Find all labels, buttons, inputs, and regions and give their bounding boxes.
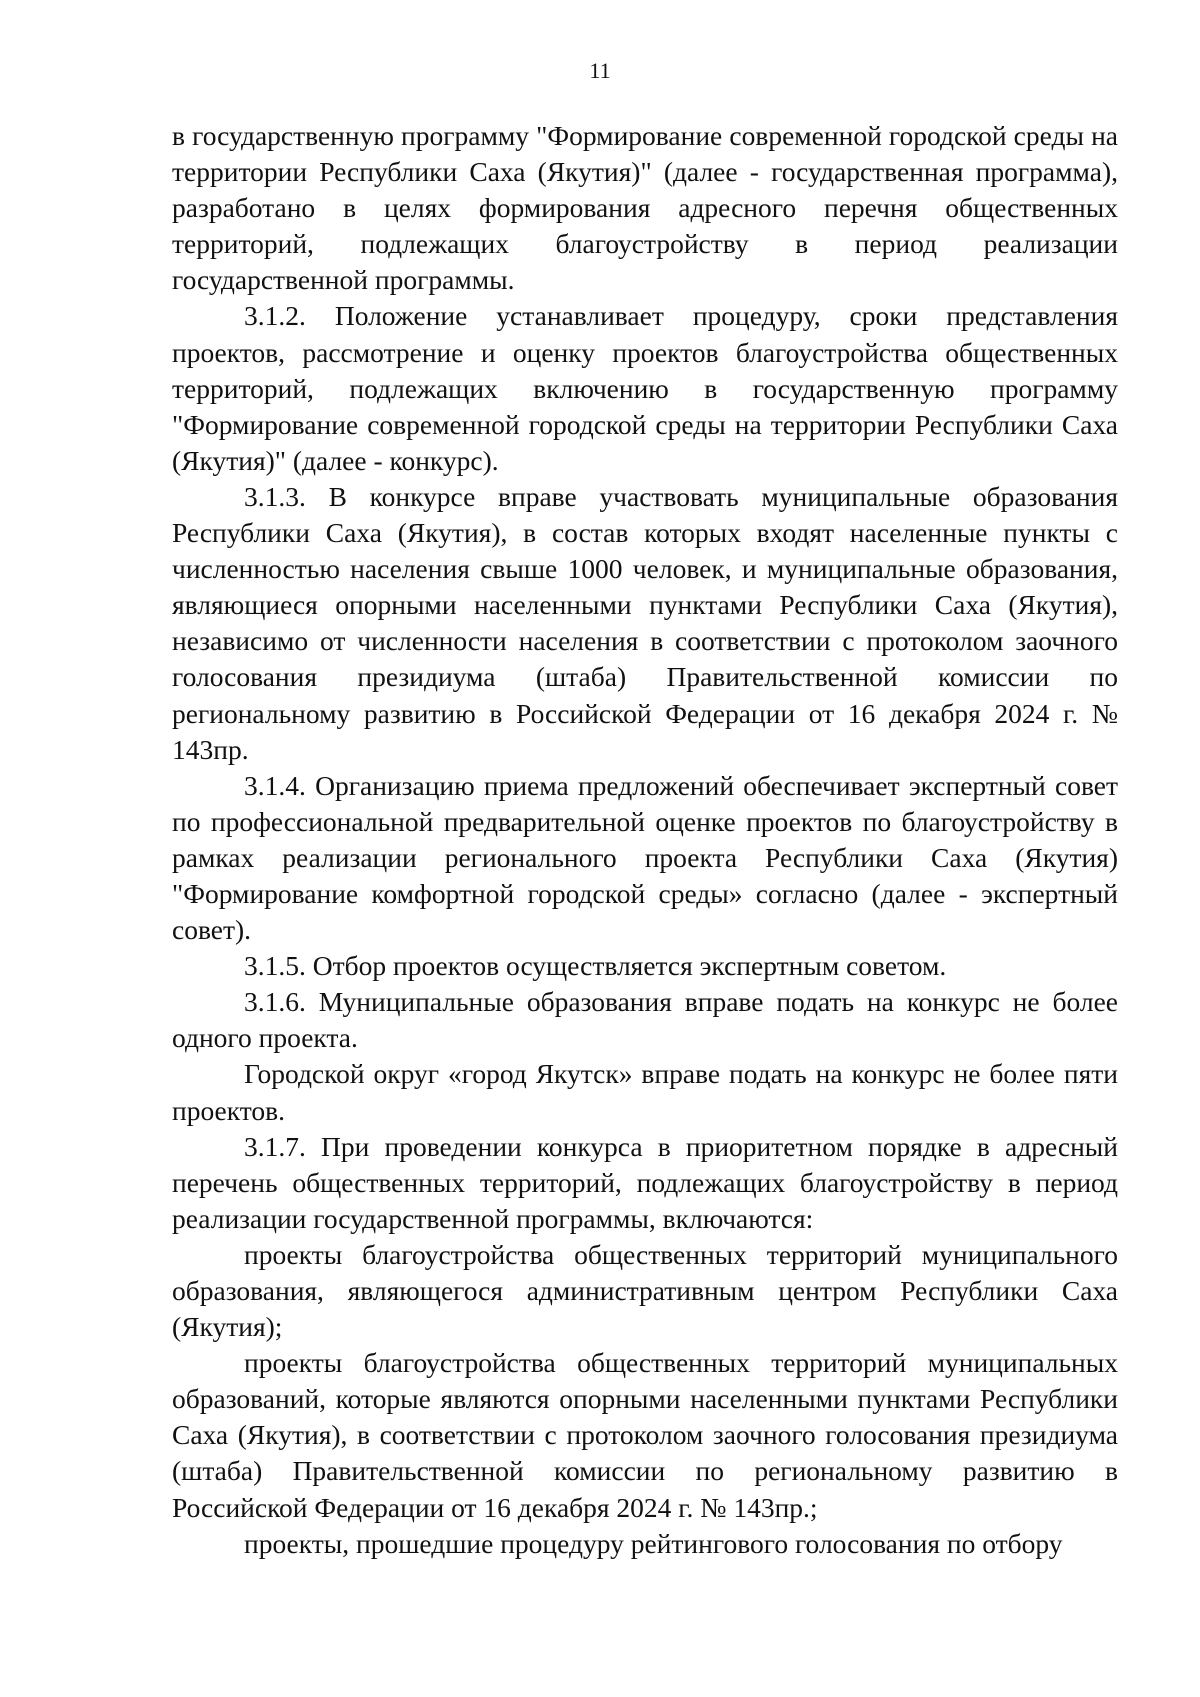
paragraph-yakutsk-limit: Городской округ «город Якутск» вправе подать на конкурс не более пяти проектов. xyxy=(172,1058,1118,1126)
paragraph-3-1-7: 3.1.7. При проведении конкурса в приоритетном порядке в адресный перечень общественных территорий, подлежащих благоустройству в период реализации государственной программы, включаются: xyxy=(172,1130,1118,1234)
list-item-rating-vote: проекты, прошедшие процедуру рейтингового голосования по отбору xyxy=(244,1527,1063,1559)
paragraph-3-1-3: 3.1.3. В конкурсе вправе участвовать муниципальные образования Республики Саха (Якутия), в состав которых входят населенные пункты с численностью населения свыше 1000 человек, и муниципальные образования, являющиеся опорными населенными пунктами Республики Саха (Якутия), независимо от численности населения в соответствии с протоколом заочного голосования президиума (штаба) Правительственной комиссии по региональному развитию в Российской Федерации от 16 декабря 2024 г. № 143пр. xyxy=(172,480,1118,765)
document-body xyxy=(172,118,1118,1562)
paragraph-3-1-6: 3.1.6. Муниципальные образования вправе подать на конкурс не более одного проекта. xyxy=(172,986,1118,1054)
paragraph-3-1-5: 3.1.5. Отбор проектов осуществляется экспертным советом. xyxy=(244,950,947,982)
paragraph-3-1-4: 3.1.4. Организацию приема предложений обеспечивает экспертный совет по профессиональной предварительной оценке проектов по благоустройству в рамках реализации регионального проекта Республики Саха (Якутия) "Формирование комфортной городской среды» согласно (далее - экспертный совет). xyxy=(172,769,1118,946)
paragraph-continuation: в государственную программу "Формирование современной городской среды на территории Республики Саха (Якутия)" (далее - государственная программа), разработано в целях формирования адресного перечня общественных территорий, подлежащих благоустройству в период реализации государственной программы. xyxy=(172,120,1118,296)
list-item-admin-center: проекты благоустройства общественных территорий муниципального образования, являющегося административным центром Республики Саха (Якутия); xyxy=(172,1238,1118,1343)
paragraph-3-1-2: 3.1.2. Положение устанавливает процедуру, сроки представления проектов, рассмотрение и оценку проектов благоустройства общественных территорий, подлежащих включению в государственную программу "Формирование современной городской среды на территории Республики Саха (Якутия)" (далее - конкурс). xyxy=(172,300,1118,476)
page-number: 11 xyxy=(589,58,611,83)
list-item-support-settlements: проекты благоустройства общественных территорий муниципальных образований, которые являются опорными населенными пунктами Республики Саха (Якутия), в соответствии с протоколом заочного голосования президиума (штаба) Правительственной комиссии по региональному развитию в Российской Федерации от 16 декабря 2024 г. № 143пр.; xyxy=(172,1347,1118,1523)
